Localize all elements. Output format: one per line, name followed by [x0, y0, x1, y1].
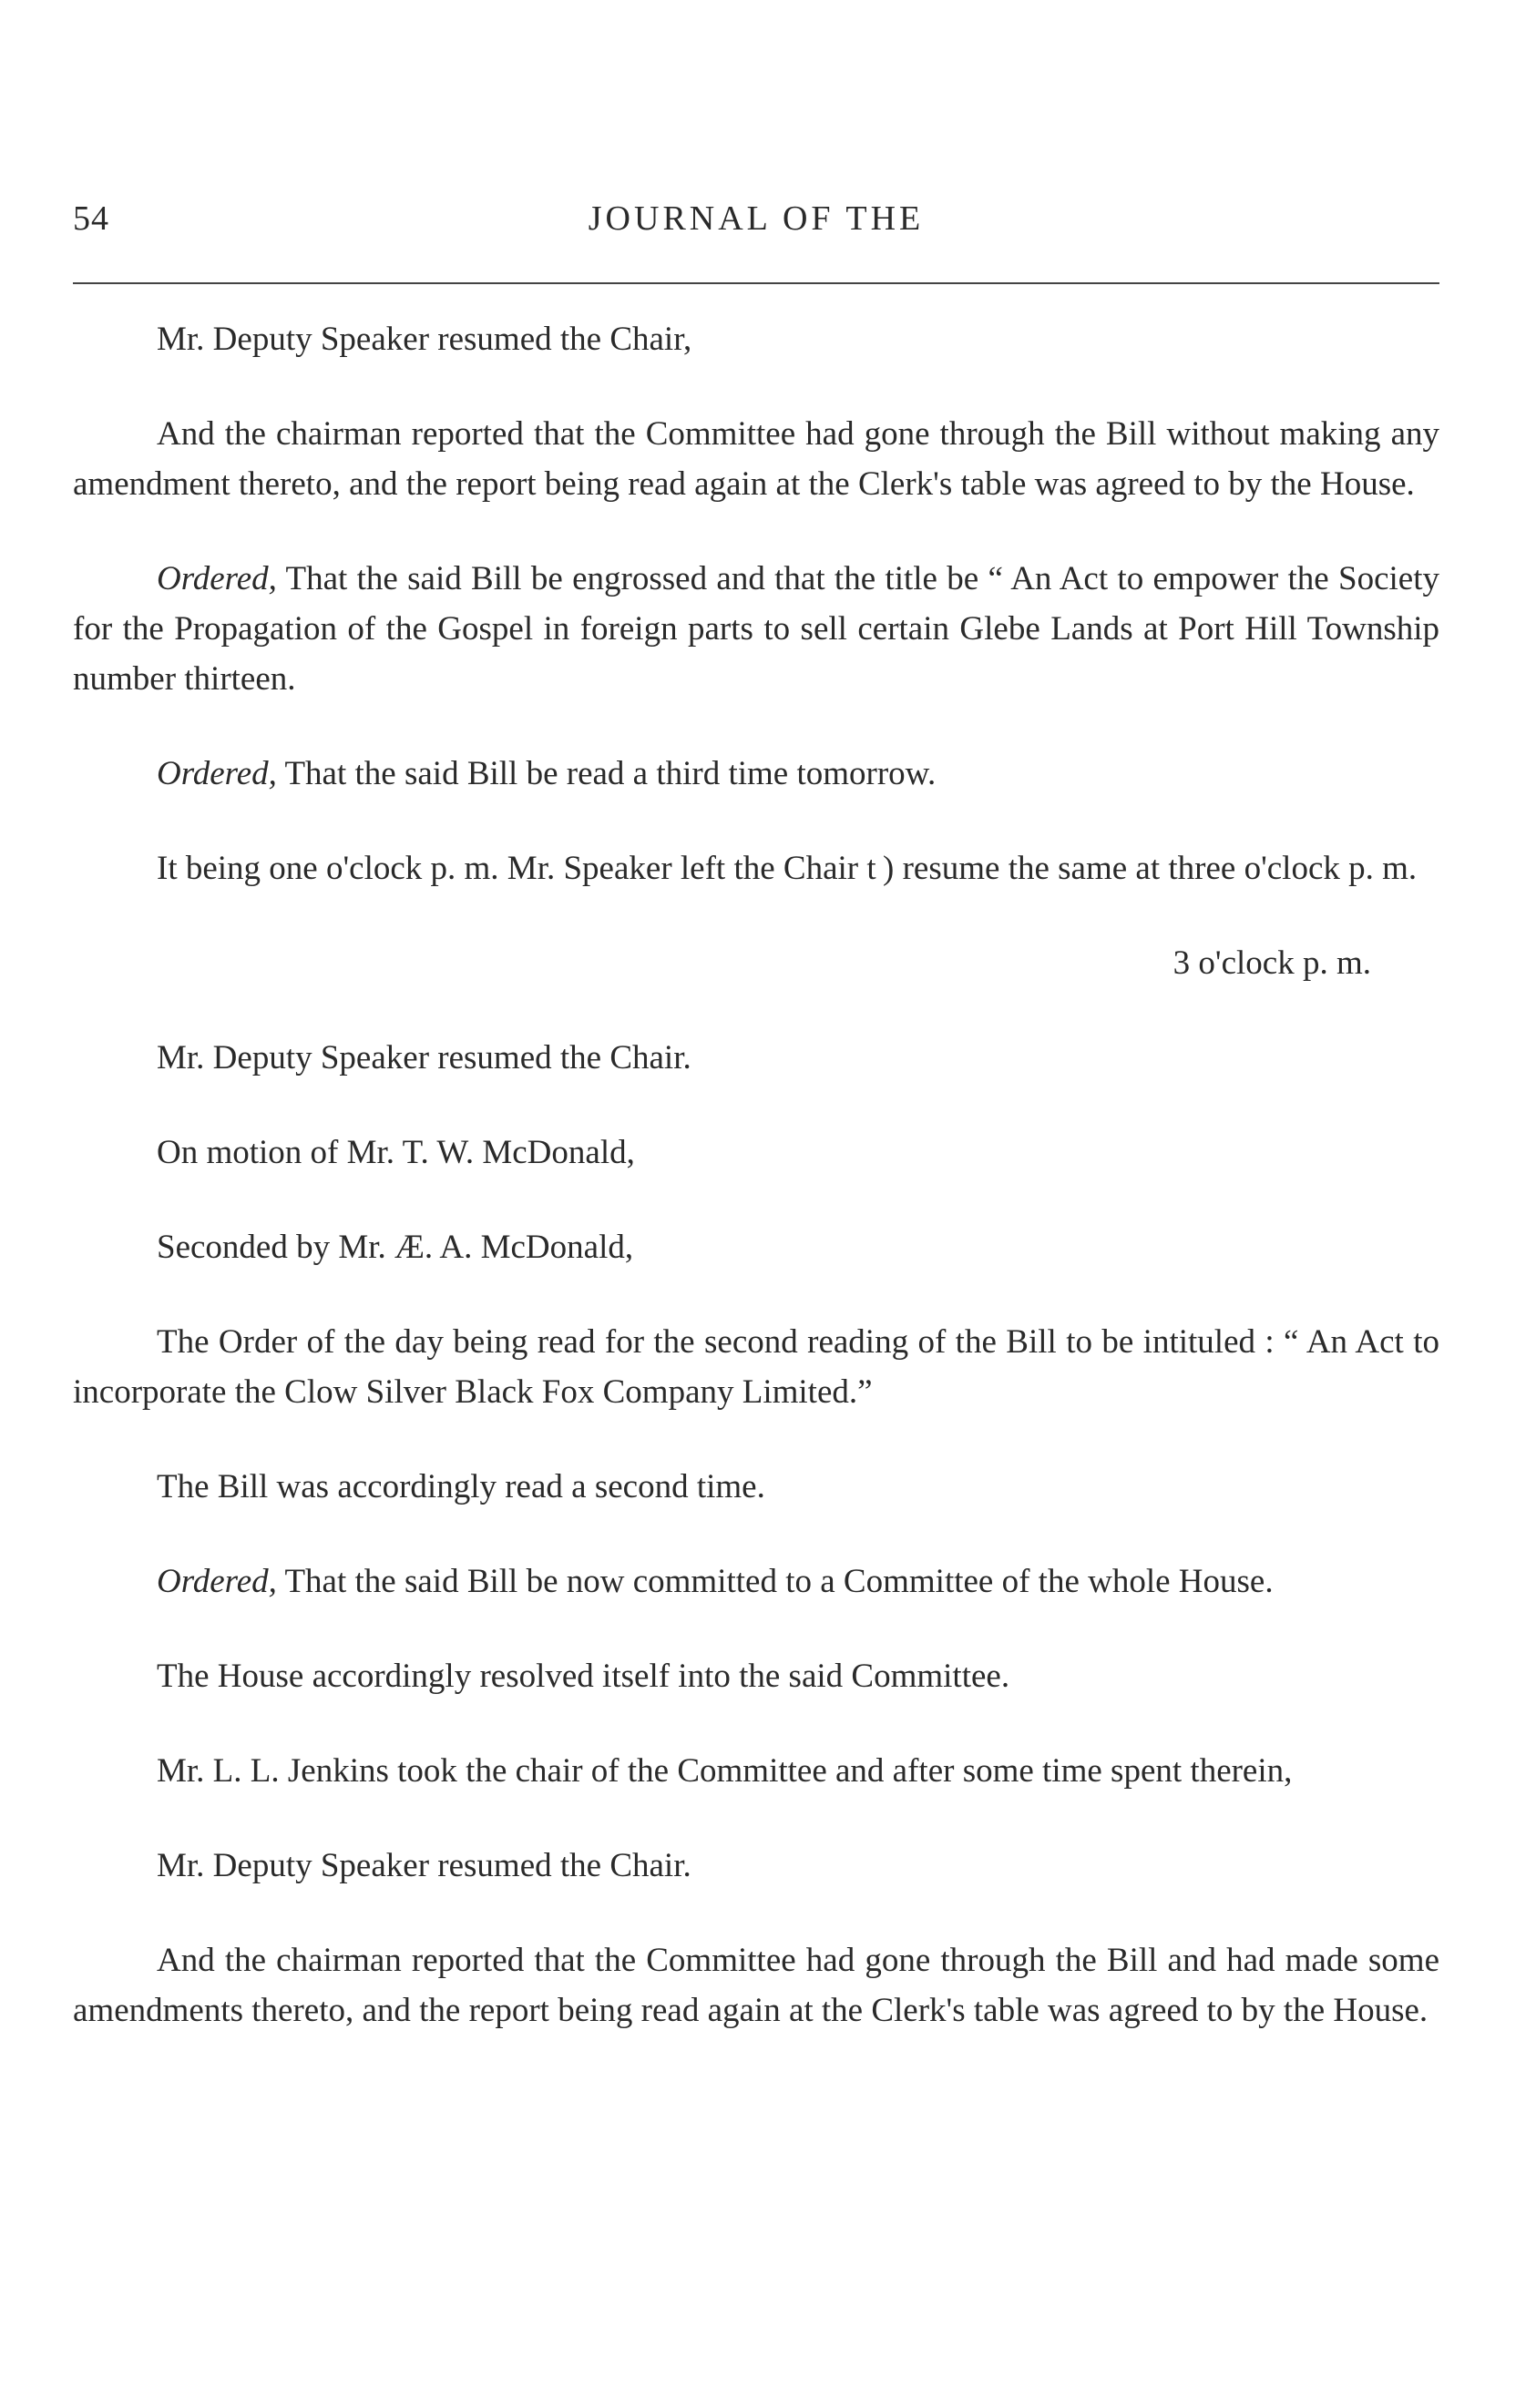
paragraph-text: Mr. Deputy Speaker resumed the Chair.	[157, 1039, 691, 1076]
paragraph-text: That the said Bill be read a third time tomorrow.	[276, 755, 937, 792]
ordered-lead: Ordered,	[157, 1563, 277, 1600]
paragraph-ordered-third-reading	[73, 749, 1439, 799]
paragraph-ordered-engrossed	[73, 554, 1439, 704]
paragraph-house-resolved	[73, 1651, 1439, 1701]
page-header	[73, 199, 1439, 253]
paragraph-deputy-speaker-resumed-2	[73, 1033, 1439, 1083]
running-head: JOURNAL OF THE	[588, 199, 925, 238]
paragraph-text: Mr. Deputy Speaker resumed the Chair.	[157, 1847, 691, 1884]
paragraph-deputy-speaker-resumed	[73, 314, 1439, 364]
paragraph-chairman-report	[73, 409, 1439, 509]
paragraph-text: The House accordingly resolved itself into the said Committee.	[157, 1658, 1010, 1695]
paragraph-chairman-report-amendments	[73, 1935, 1439, 2036]
paragraph-motion	[73, 1127, 1439, 1178]
page-number: 54	[73, 199, 109, 238]
paragraph-seconded	[73, 1222, 1439, 1272]
paragraph-second-reading	[73, 1462, 1439, 1512]
paragraph-ordered-committed	[73, 1556, 1439, 1607]
paragraph-text: On motion of Mr. T. W. McDonald,	[157, 1134, 635, 1171]
paragraph-text: That the said Bill be engrossed and that the title be “ An Act to empower the Society for the Propagation of the Gospel in foreign parts to sell certain Glebe Lands at Port Hill Township number thirteen.	[73, 560, 1439, 698]
paragraph-text: And the chairman reported that the Committee had gone through the Bill without making any amendment thereto, and the report being read again at the Clerk's table was agreed to by the House.	[73, 415, 1439, 503]
paragraph-text: Mr. Deputy Speaker resumed the Chair,	[157, 321, 692, 358]
ordered-lead: Ordered,	[157, 755, 277, 792]
paragraph-text: That the said Bill be now committed to a Committee of the whole House.	[276, 1563, 1274, 1600]
paragraph-deputy-speaker-resumed-3	[73, 1841, 1439, 1891]
paragraph-recess	[73, 843, 1439, 893]
paragraph-text: The Order of the day being read for the second reading of the Bill to be intituled : “ An Act to incorporate the Clow Silver Black Fox Company Limited.”	[73, 1323, 1439, 1411]
paragraph-jenkins-chair	[73, 1746, 1439, 1796]
paragraph-order-of-day	[73, 1317, 1439, 1417]
paragraph-text: It being one o'clock p. m. Mr. Speaker left the Chair t ) resume the same at three o'clock p. m.	[157, 850, 1418, 887]
paragraph-text: 3 o'clock p. m.	[1172, 944, 1371, 982]
ordered-lead: Ordered,	[157, 560, 277, 597]
header-rule	[73, 282, 1439, 284]
journal-body	[73, 314, 1439, 2080]
paragraph-text: The Bill was accordingly read a second time.	[157, 1468, 765, 1505]
paragraph-text: And the chairman reported that the Committee had gone through the Bill and had made some amendments thereto, and the report being read again at the Clerk's table was agreed to by the House.	[73, 1942, 1439, 2029]
paragraph-text: Mr. L. L. Jenkins took the chair of the Committee and after some time spent therein,	[157, 1752, 1293, 1790]
time-marker	[73, 938, 1439, 988]
paragraph-text: Seconded by Mr. Æ. A. McDonald,	[157, 1229, 634, 1266]
